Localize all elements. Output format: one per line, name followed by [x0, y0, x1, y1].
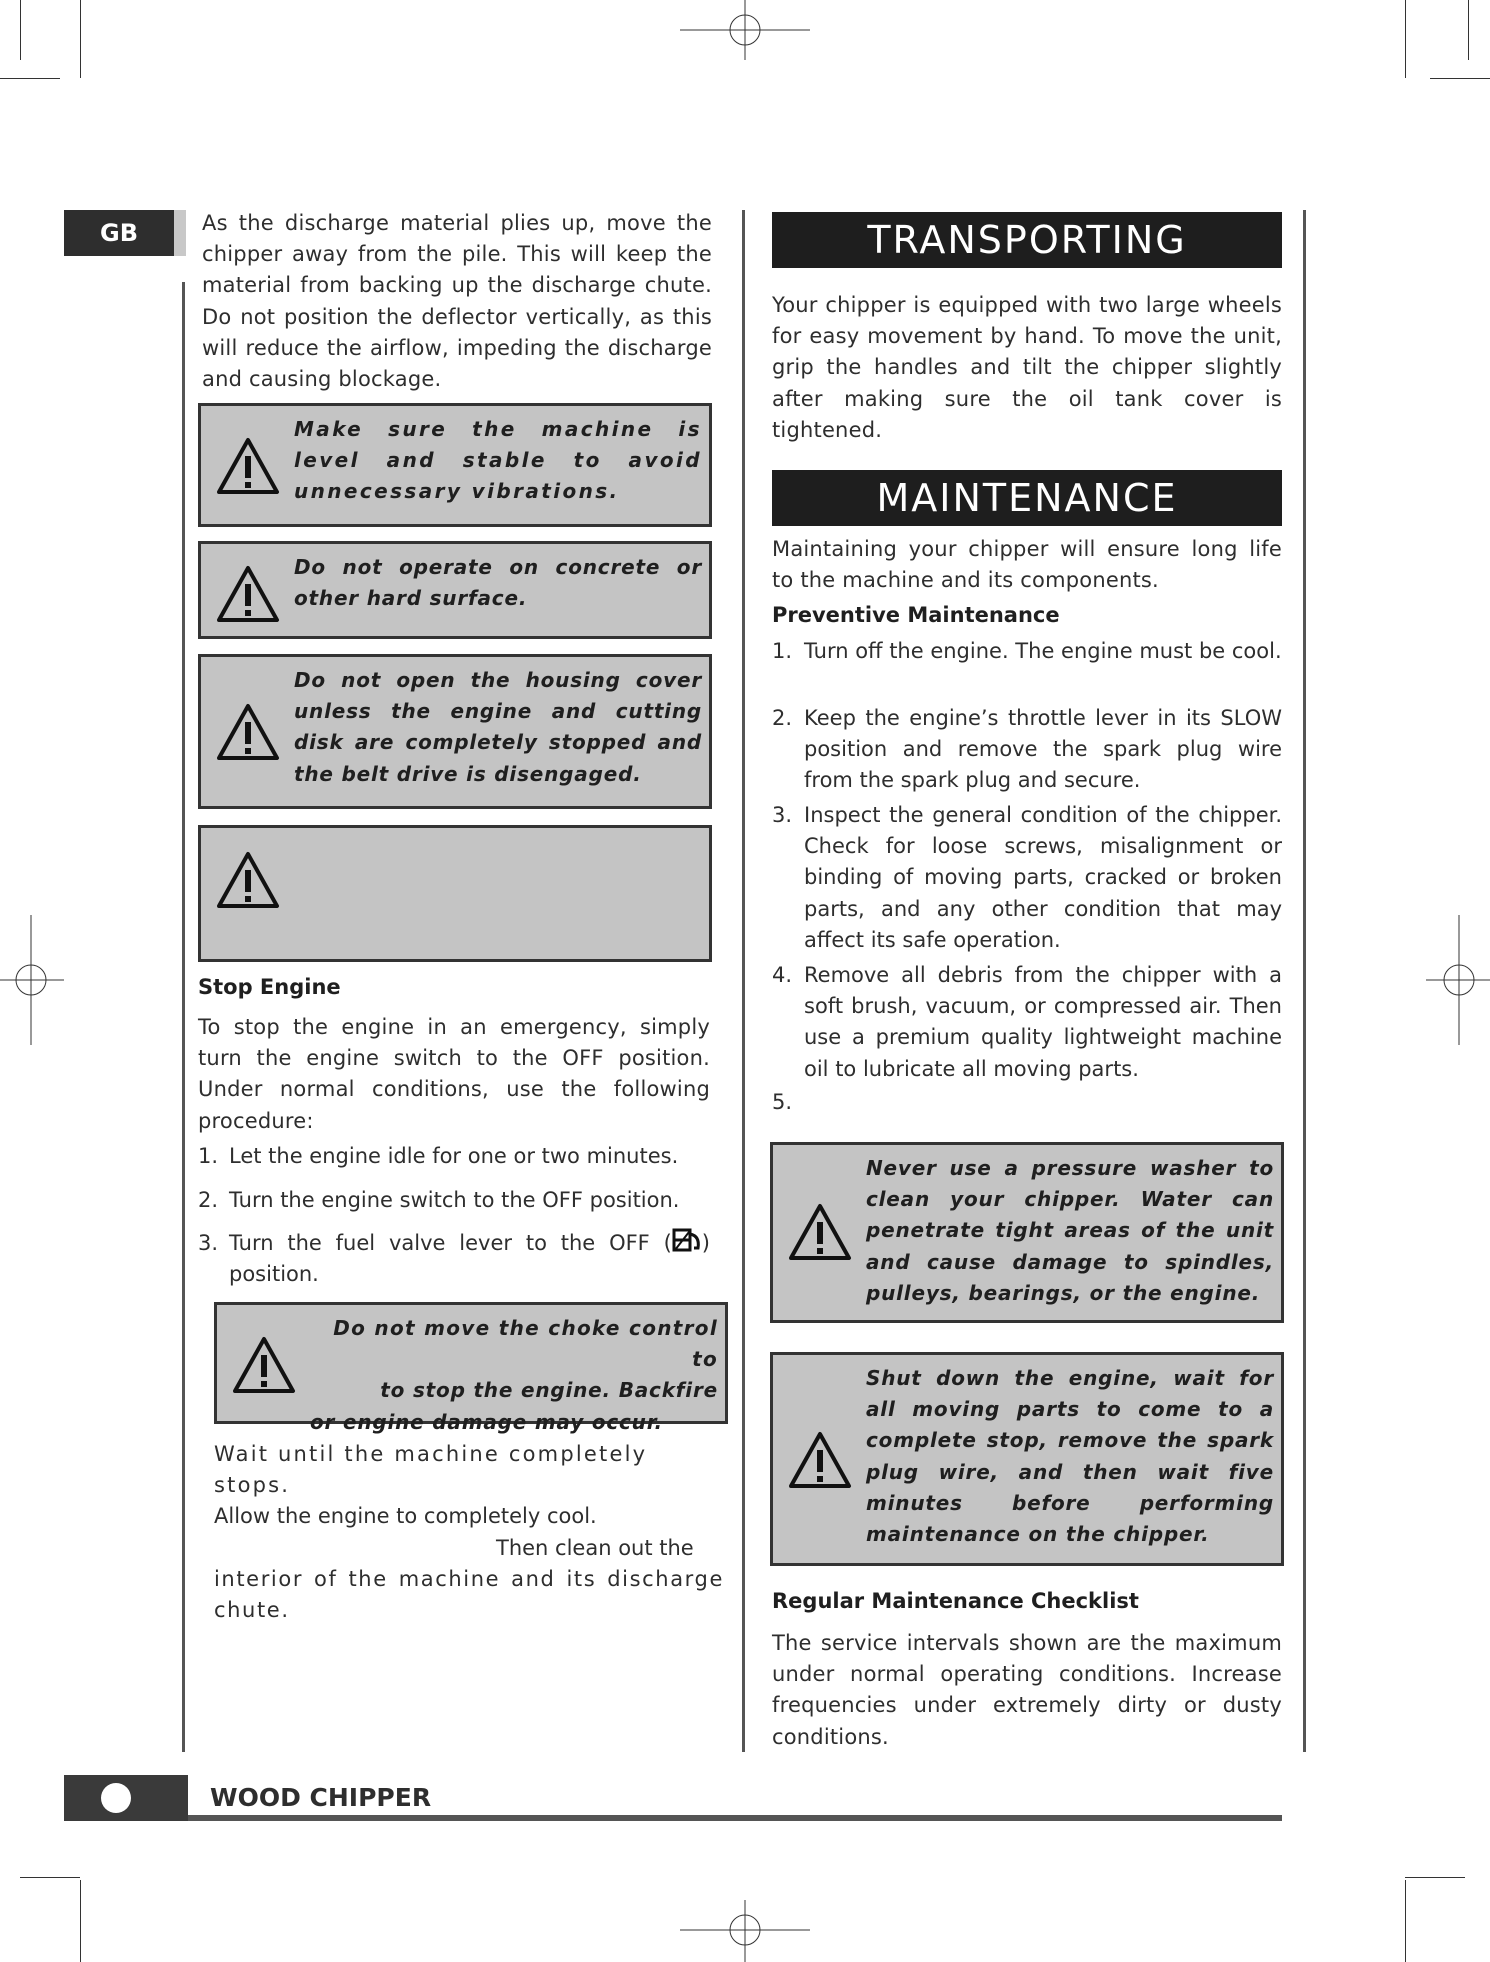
crop-mark: [80, 1880, 81, 1962]
warning-text: Shut down the engine, wait for all moving parts to come to a complete stop, remove the spark plug wire, and then wait five minutes before performing maintenance on the chipper.: [866, 1366, 1274, 1547]
warning-triangle-icon: [215, 564, 281, 624]
list-item: [772, 703, 1282, 797]
crop-mark: [20, 0, 21, 60]
crop-mark: [1468, 0, 1469, 60]
preventive-heading: Preventive Maintenance: [772, 603, 1060, 627]
list-number: 3.: [198, 1231, 219, 1255]
registration-mark-left: [0, 915, 64, 1045]
warning-text: [310, 1313, 718, 1438]
list-number: 1.: [772, 639, 793, 663]
maintenance-intro: Maintaining your chipper will ensure long life to the machine and its components.: [772, 537, 1282, 593]
page-number-tab: [64, 1775, 188, 1821]
warning-text: Do not operate on concrete or other hard surface.: [294, 555, 702, 611]
list-number: 5.: [772, 1090, 793, 1114]
crop-mark: [0, 78, 60, 79]
warning-box-level: [198, 403, 712, 527]
crop-mark: [1430, 78, 1490, 79]
right-column-rule: [1303, 210, 1306, 1752]
list-text: ) position.: [229, 1231, 710, 1287]
list-item: [198, 1185, 710, 1216]
crop-mark: [80, 0, 81, 78]
left-column-rule: [182, 282, 185, 1752]
tab-accent: [174, 210, 186, 256]
warning-triangle-icon: [231, 1335, 297, 1395]
transporting-banner: TRANSPORTING: [772, 212, 1282, 268]
warning-box-empty: [198, 825, 712, 962]
choke-line-3: or engine damage may occur.: [310, 1409, 663, 1434]
crop-mark: [20, 1877, 80, 1878]
intro-paragraph: As the discharge material plies up, move the chipper away from the pile. This will keep the material from backing up the discharge chute. Do not position the deflector vertically, as this will reduce the airflow, impeding the discharge and causing blockage.: [202, 211, 712, 392]
language-tab: [64, 210, 174, 256]
list-text: Turn off the engine. The engine must be cool.: [804, 639, 1282, 663]
fuel-valve-off-icon: [672, 1228, 702, 1254]
maintenance-banner: MAINTENANCE: [772, 470, 1282, 526]
registration-mark-bottom: [680, 1900, 810, 1962]
footer-title: WOOD CHIPPER: [210, 1783, 432, 1812]
choke-line-2: to stop the engine. Backfire: [380, 1378, 718, 1403]
list-item: [772, 960, 1282, 1085]
closing-line-1: Wait until the machine completely stops.: [214, 1442, 648, 1498]
choke-line-1: Do not move the choke control to: [333, 1316, 718, 1372]
list-text: Inspect the general condition of the chipper. Check for loose screws, misalignment or binding of moving parts, cracked or broken parts, and any other condition that may affect its safe operation.: [804, 803, 1282, 952]
crop-mark: [1405, 1880, 1406, 1962]
closing-paragraph: [214, 1439, 724, 1626]
closing-line-2: Allow the engine to completely cool.: [214, 1504, 597, 1529]
closing-line-4: interior of the machine and its discharge chute.: [214, 1566, 724, 1623]
warning-box-shutdown: [770, 1352, 1284, 1566]
warning-triangle-icon: [787, 1430, 853, 1490]
list-item: [198, 1228, 710, 1290]
warning-box-pressure-washer: [770, 1142, 1284, 1323]
list-number: 3.: [772, 803, 793, 827]
list-text: Turn the fuel valve lever to the OFF (: [229, 1231, 672, 1255]
list-number: 2.: [198, 1188, 219, 1212]
page-number-circle-icon: [101, 1783, 131, 1813]
warning-triangle-icon: [215, 850, 281, 910]
registration-mark-top: [680, 0, 810, 70]
footer-rule: [188, 1815, 1282, 1821]
list-text: Keep the engine’s throttle lever in its SLOW position and remove the spark plug wire from the spark plug and secure.: [804, 706, 1282, 793]
list-number: 2.: [772, 706, 793, 730]
closing-line-3: Then clean out the: [496, 1535, 694, 1560]
center-column-rule: [742, 210, 745, 1752]
list-text: Remove all debris from the chipper with a soft brush, vacuum, or compressed air. Then use a premium quality lightweight machine oil to lubricate all moving parts.: [804, 963, 1282, 1081]
language-tab-label: GB: [100, 219, 138, 247]
list-number: 4.: [772, 963, 793, 987]
list-item: [198, 1141, 710, 1172]
warning-text: Do not open the housing cover unless the engine and cutting disk are completely stopped and the belt drive is disengaged.: [294, 668, 702, 786]
transporting-paragraph: Your chipper is equipped with two large wheels for easy movement by hand. To move the unit, grip the handles and tilt the chipper slightly after making sure the oil tank cover is tightened.: [772, 293, 1282, 442]
warning-box-surface: [198, 541, 712, 639]
list-text: Turn the engine switch to the OFF position.: [229, 1188, 680, 1212]
warning-text: Make sure the machine is level and stable to avoid unnecessary vibrations.: [294, 417, 702, 504]
registration-mark-right: [1426, 915, 1490, 1045]
list-number: 1.: [198, 1144, 219, 1168]
list-item: [772, 636, 1282, 667]
warning-triangle-icon: [787, 1202, 853, 1262]
checklist-heading: Regular Maintenance Checklist: [772, 1589, 1139, 1613]
warning-triangle-icon: [215, 436, 281, 496]
crop-mark: [1405, 1877, 1465, 1878]
stop-engine-intro: To stop the engine in an emergency, simply turn the engine switch to the OFF position. Under normal conditions, use the following procedure:: [198, 1015, 710, 1133]
list-item: [772, 800, 1282, 956]
warning-box-choke: [214, 1302, 728, 1434]
warning-text: Never use a pressure washer to clean your chipper. Water can penetrate tight areas of the unit and cause damage to spindles, pulleys, bearings, or the engine.: [866, 1156, 1274, 1305]
warning-box-housing: [198, 654, 712, 809]
checklist-paragraph: The service intervals shown are the maximum under normal operating conditions. Increase frequencies under extremely dirty or dusty conditions.: [772, 1631, 1282, 1749]
list-text: Let the engine idle for one or two minutes.: [229, 1144, 679, 1168]
stop-engine-heading: Stop Engine: [198, 975, 341, 999]
warning-triangle-icon: [215, 702, 281, 762]
crop-mark: [1405, 0, 1406, 78]
